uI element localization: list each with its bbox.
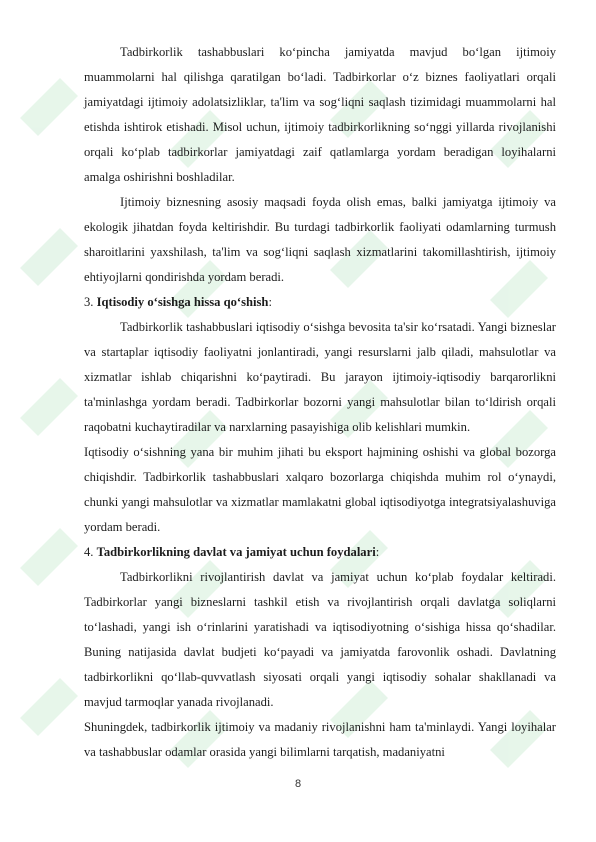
- paragraph-benefits: Tadbirkorlikni rivojlantirish davlat va jamiyat uchun ko‘plab foydalar keltiradi. Tadbirkorlar yangi bizneslarni tashkil etish va rivojlantirish orqali davlatga soliqlarni to‘lashadi, yangi ish o‘rinlarini yaratishadi va iqtisodiyotning o‘sishiga hissa qo‘shadilar. Buning natijasida davlat budjeti ko‘payadi va jamiyatda farovonlik oshadi. Davlatning tadbirkorlikni qo‘llab-quvvatlash siyosati orqali yangi iqtisodiy sohalar shakllanadi va mavjud tarmoqlar yanada rivojlanadi.: [84, 570, 556, 709]
- heading-title: Tadbirkorlikning davlat va jamiyat uchun foydalari: [96, 545, 376, 559]
- paragraph-economic-impact: Tadbirkorlik tashabbuslari iqtisodiy o‘sishga bevosita ta'sir ko‘rsatadi. Yangi bizneslar va startaplar iqtisodiy faoliyatni jonlantiradi, yangi resurslarni jalb qiladi, mahsulotlar va xizmatlar ishlab chiqarishni ko‘paytiradi. Bu jarayon ijtimoiy-iqtisodiy barqarorlikni ta'minlashga yordam beradi. Tadbirkorlar bozorni yangi mahsulotlar bilan to‘ldirish orqali raqobatni kuchaytiradilar va narxlarning pasayishiga olib kelishlari mumkin.: [84, 320, 556, 434]
- heading-economic-growth: [84, 290, 556, 315]
- paragraph-social-problems: Tadbirkorlik tashabbuslari ko‘pincha jamiyatda mavjud bo‘lgan ijtimoiy muammolarni hal qilishga qaratilgan bo‘ladi. Tadbirkorlar o‘z biznes faoliyatlari orqali jamiyatdagi ijtimoiy adolatsizliklar, ta'lim va sog‘liqni saqlash tizimidagi muammolarni hal etishda ishtirok etishadi. Misol uchun, ijtimoiy tadbirkorlikning so‘nggi yillarda rivojlanishi orqali ko‘plab tadbirkorlar jamiyatdagi zaif qatlamlarga yordam beradigan loyihalarni amalga oshirishni boshladilar.: [84, 45, 556, 184]
- heading-colon: :: [375, 545, 380, 559]
- paragraph-export-growth: Iqtisodiy o‘sishning yana bir muhim jihati bu eksport hajmining oshishi va global bozorga chiqishdir. Tadbirkorlik tashabbuslari xalqaro bozorlarga chiqishda muhim rol o‘ynaydi, chunki yangi mahsulotlar va xizmatlar mamlakatni global iqtisodiyotga integratsiyalashuviga yordam beradi.: [84, 445, 556, 534]
- paragraph-social-business: Ijtimoiy biznesning asosiy maqsadi foyda olish emas, balki jamiyatga ijtimoiy va ekologik jihatdan foyda keltirishdir. Bu turdagi tadbirkorlik faoliyati odamlarning turmush sharoitlarini yaxshilash, ta'lim va sog‘liqni saqlash xizmatlarini takomillashtirish, ijtimoiy ehtiyojlarni qondirishda yordam beradi.: [84, 195, 556, 284]
- heading-state-society-benefits: [84, 540, 556, 565]
- heading-title: Iqtisodiy o‘sishga hissa qo‘shish: [96, 295, 269, 309]
- heading-number: 3.: [84, 295, 97, 309]
- paragraph-cultural-development: Shuningdek, tadbirkorlik ijtimoiy va madaniy rivojlanishni ham ta'minlaydi. Yangi loyihalar va tashabbuslar odamlar orasida yangi bilimlarni tarqatish, madaniyatni: [84, 720, 556, 759]
- heading-colon: :: [268, 295, 272, 309]
- heading-number: 4.: [84, 545, 97, 559]
- page-number: 8: [294, 778, 302, 790]
- document-body: [84, 40, 556, 765]
